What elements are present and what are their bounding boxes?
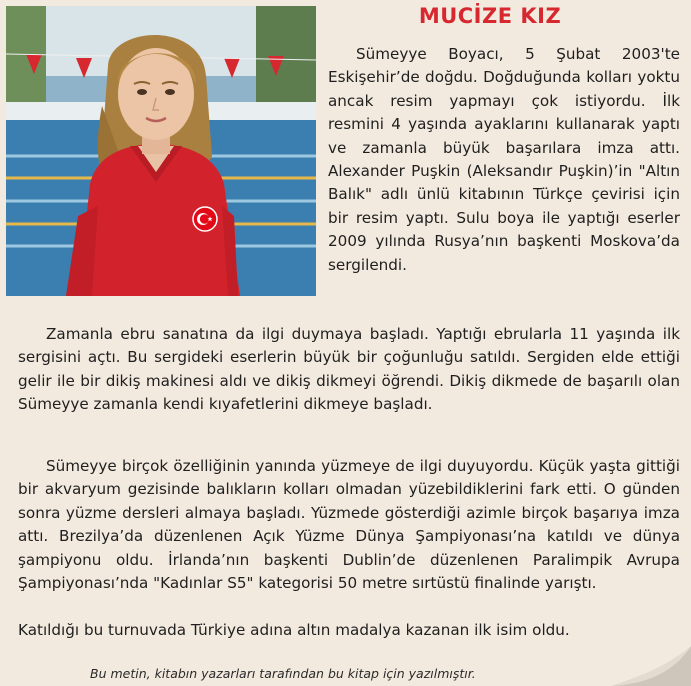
paragraph-4: Katıldığı bu turnuvada Türkiye adına altın madalya kazanan ilk isim oldu. [18, 621, 570, 639]
page-title: MUCİZE KIZ [418, 4, 562, 28]
turkish-flag-icon [192, 206, 218, 232]
portrait-photo [6, 6, 316, 296]
paragraph-1: Sümeyye Boyacı, 5 Şubat 2003'te Eskişehir’de doğdu. Doğduğunda kolları yoktu ancak resim yapmayı çok istiyordu. İlk resmini 4 yaşında ayaklarını kullanarak yaptı ve zamanla büyük başarılara imza attı. Alexander Puşkin (Aleksandır Puşkin)’in "Altın Balık" adlı ünlü kitabının Türkçe çevirisi için bir resim yaptı. Sulu boya ile yaptığı eserler 2009 yılında Rusya’nın başkenti Moskova’da sergilendi. [328, 45, 680, 274]
paragraph-2: Zamanla ebru sanatına da ilgi duymaya başladı. Yaptığı ebrularla 11 yaşında ilk sergisini açtı. Bu sergideki eserlerin büyük bir çoğunluğu satıldı. Sergiden elde ettiği gelir ile bir dikiş makinesi aldı ve dikiş dikmeyi öğrendi. Dikiş dikmede de başarılı olan Sümeyye zamanla kendi kıyafetlerini dikmeye başladı. [18, 325, 680, 414]
paragraph-3: Sümeyye birçok özelliğinin yanında yüzmeye de ilgi duyuyordu. Küçük yaşta gittiği bir akvaryum gezisinde balıkların kolları olmadan yüzebildiklerini fark etti. O günden sonra yüzme dersleri almaya başladı. Yüzmede gösterdiği azimle birçok başarıya imza attı. Brezilya’da düzenlenen Açık Yüzme Dünya Şampiyonası’na katıldı ve dünya şampiyonu oldu. İrlanda’nın başkenti Dublin’de düzenlenen Paralimpik Avrupa Şampiyonası’nda "Kadınlar S5" kategorisi 50 metre sırtüstü finalinde yarıştı. [18, 457, 680, 593]
footnote: Bu metin, kitabın yazarları tarafından bu kitap için yazılmıştır. [90, 666, 476, 681]
page-curl-decoration [611, 646, 691, 686]
